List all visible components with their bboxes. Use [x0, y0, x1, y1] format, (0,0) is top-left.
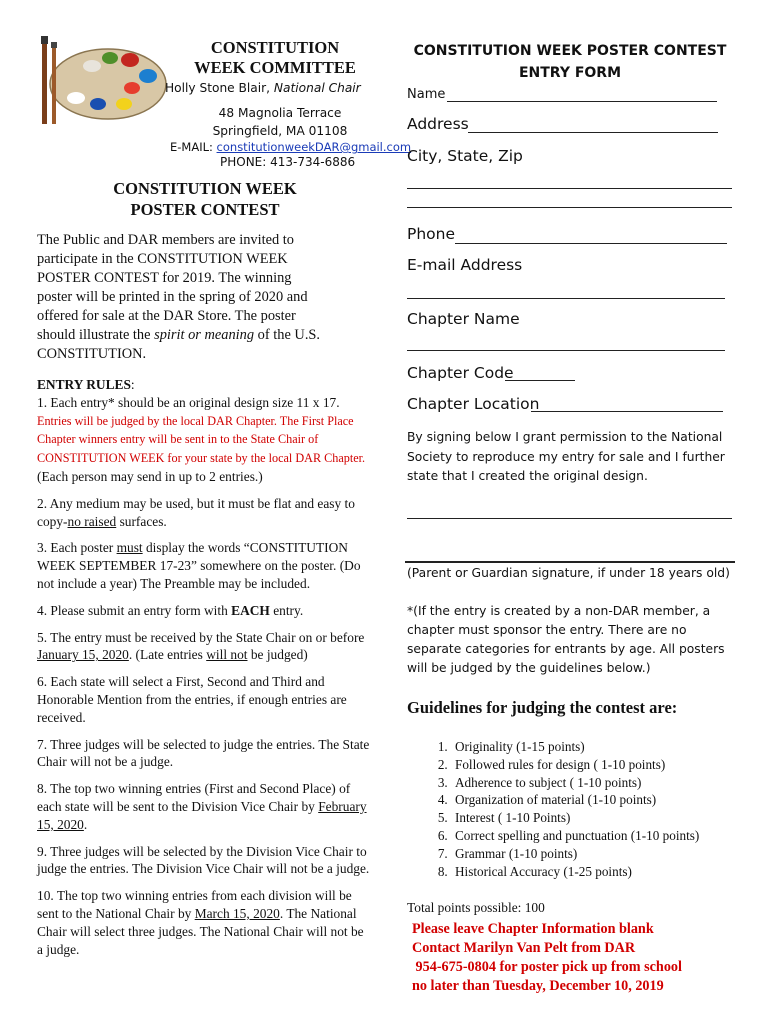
rule-2-a: 2. Any medium may be used, but it must be flat and easy to copy- — [37, 495, 355, 529]
chapter-location-label: Chapter Location — [407, 395, 540, 413]
guidelines-heading: Guidelines for judging the contest are: — [407, 698, 678, 717]
rule-10-b: . The National Chair will select three judges. The National Chair will not be a judge. — [37, 905, 364, 957]
phone-field[interactable] — [455, 243, 727, 244]
rule-2-underline: no raised — [67, 513, 117, 529]
rule-9: 9. Three judges will be selected by the Division Vice Chair to judge the entries. The Division Vice Chair will not be a judge. — [37, 843, 370, 877]
rule-5-a: 5. The entry must be received by the State Chair on or before — [37, 629, 365, 645]
rule-3-underline: must — [116, 540, 143, 556]
contest-title — [95, 178, 315, 220]
form-title-line2: ENTRY FORM — [518, 65, 622, 81]
rule-1-red: Entries will be judged by the local DAR Chapter. The First Place Chapter winners entry will be sent in to the State Chair of CONSTITUTION WEEK for your state by the local DAR Chapter. — [37, 413, 366, 466]
chapter-name-label: Chapter Name — [407, 310, 520, 328]
rule-2 — [37, 495, 372, 531]
chair-line — [165, 81, 361, 95]
chair-name: Holly Stone Blair, — [165, 81, 274, 95]
rule-6: 6. Each state will select a First, Second and Third and Honorable Mention from the entries, if enough entries are received. — [37, 674, 347, 725]
chapter-location-field[interactable] — [531, 411, 723, 412]
chapter-name-field[interactable] — [407, 350, 725, 351]
city-state-zip-field-2[interactable] — [407, 207, 732, 208]
paint-palette-logo — [28, 36, 168, 126]
rule-5-date: January 15, 2020 — [37, 647, 129, 663]
email-label: E-MAIL: — [170, 140, 217, 154]
notice-line3: 954-675-0804 for poster pick up from school — [412, 959, 682, 975]
city-state-zip-label: City, State, Zip — [407, 147, 523, 165]
entry-rules — [37, 376, 372, 967]
committee-title-line1: CONSTITUTION — [210, 38, 340, 57]
rules-heading: ENTRY RULES: — [37, 377, 135, 392]
email-address-label: E-mail Address — [407, 256, 523, 274]
address-line2: Springfield, MA 01108 — [212, 124, 348, 138]
rule-1-b: (Each person may send in up to 2 entries.) — [37, 468, 263, 484]
intro-text-a: The Public and DAR members are invited to participate in the CONSTITUTION WEEK POSTER CONTEST for 2019. The winning poster will be printed in the spring of 2020 and offered for sale at the DAR Store. The poster should illustrate the — [37, 232, 308, 343]
name-field[interactable] — [447, 101, 717, 102]
intro-text-b: of the U.S. CONSTITUTION. — [37, 327, 321, 362]
rule-4 — [37, 602, 372, 620]
guideline-item: 2. Followed rules for design ( 1-10 points) — [451, 756, 750, 774]
address-label: Address — [407, 115, 469, 133]
rule-7: 7. Three judges will be selected to judge the entries. The State Chair will not be a judge. — [37, 736, 370, 770]
committee-title — [175, 38, 375, 78]
notice-line4: no later than Tuesday, December 10, 2019 — [412, 978, 664, 994]
entrant-signature-line[interactable] — [407, 518, 732, 519]
rule-8-b: . — [83, 816, 88, 832]
guidelines-list — [405, 738, 750, 880]
rule-3 — [37, 539, 372, 592]
phone-label: Phone — [407, 225, 456, 243]
chapter-code-label: Chapter Code — [407, 364, 514, 382]
contest-title-line1: CONSTITUTION WEEK — [113, 179, 297, 198]
rule-8 — [37, 780, 372, 833]
rule-5-underline: will not — [206, 647, 248, 663]
email-address-field[interactable] — [407, 298, 725, 299]
intro-paragraph — [37, 231, 329, 364]
rule-2-b: surfaces. — [116, 513, 167, 529]
rule-5-b: . (Late entries — [128, 647, 207, 663]
rule-8-date: February 15, 2020 — [37, 798, 367, 832]
guideline-item: 1. Originality (1-15 points) — [451, 738, 750, 756]
notice-line2: Contact Marilyn Van Pelt from DAR — [412, 940, 636, 956]
rule-5 — [37, 629, 372, 665]
intro-italic: spirit or meaning — [154, 327, 255, 343]
sponsor-note: *(If the entry is created by a non-DAR member, a chapter must sponsor the entry. There are no separate categories for entrants by age. All posters will be judged by the guidelines below.) — [407, 604, 725, 675]
committee-address — [180, 104, 380, 140]
rule-3-b: display the words “CONSTITUTION WEEK SEPTEMBER 17-23” somewhere on the poster. (Do not include a year) The Preamble may be included. — [37, 540, 361, 591]
committee-title-line2: WEEK COMMITTEE — [194, 58, 356, 77]
chapter-code-field[interactable] — [505, 380, 575, 381]
rule-10-a: 10. The top two winning entries from each division will be sent to the National Chair by — [37, 888, 352, 921]
guideline-item: 8. Historical Accuracy (1-25 points) — [451, 863, 750, 881]
notice-line1: Please leave Chapter Information blank — [412, 921, 654, 937]
address-line1: 48 Magnolia Terrace — [218, 106, 342, 120]
total-points: Total points possible: 100 — [407, 900, 545, 915]
email-line — [170, 140, 411, 154]
chair-role: National Chair — [273, 81, 361, 95]
rule-10 — [37, 887, 372, 958]
guideline-item: 4. Organization of material (1-10 points) — [451, 791, 750, 809]
contest-title-line2: POSTER CONTEST — [130, 200, 280, 219]
committee-phone: PHONE: 413-734-6886 — [220, 155, 356, 169]
guideline-item: 3. Adherence to subject ( 1-10 points) — [451, 774, 750, 792]
guardian-signature-label: (Parent or Guardian signature, if under 18 years old) — [407, 566, 730, 580]
rule-4-a: 4. Please submit an entry form with — [37, 602, 232, 618]
rule-8-a: 8. The top two winning entries (First and Second Place) of each state will be sent to the Division Vice Chair by — [37, 781, 351, 814]
form-title-line1: CONSTITUTION WEEK POSTER CONTEST — [413, 43, 727, 59]
rule-3-a: 3. Each poster — [37, 540, 117, 556]
guideline-item: 6. Correct spelling and punctuation (1-10 points) — [451, 827, 750, 845]
pickup-notice — [412, 920, 757, 996]
address-field[interactable] — [468, 132, 718, 133]
name-label: Name — [407, 87, 446, 102]
guidelines-list-wrap — [405, 738, 750, 880]
guideline-item: 7. Grammar (1-10 points) — [451, 845, 750, 863]
rule-1-a: 1. Each entry* should be an original design size 11 x 17. — [37, 394, 340, 410]
rule-4-bold: EACH — [231, 602, 270, 618]
email-link[interactable]: constitutionweekDAR@gmail.com — [216, 140, 412, 154]
rule-1 — [37, 394, 372, 486]
form-title — [405, 40, 735, 84]
rule-10-date: March 15, 2020 — [194, 905, 280, 921]
guardian-signature-line[interactable] — [405, 561, 735, 563]
city-state-zip-field-1[interactable] — [407, 188, 732, 189]
rule-4-c: entry. — [269, 602, 304, 618]
rule-5-c: be judged) — [247, 647, 308, 663]
permission-statement: By signing below I grant permission to the National Society to reproduce my entry for sale and I further state that I created the original design. — [407, 430, 725, 483]
guideline-item: 5. Interest ( 1-10 Points) — [451, 809, 750, 827]
rules-heading-text: ENTRY RULES — [37, 377, 131, 392]
